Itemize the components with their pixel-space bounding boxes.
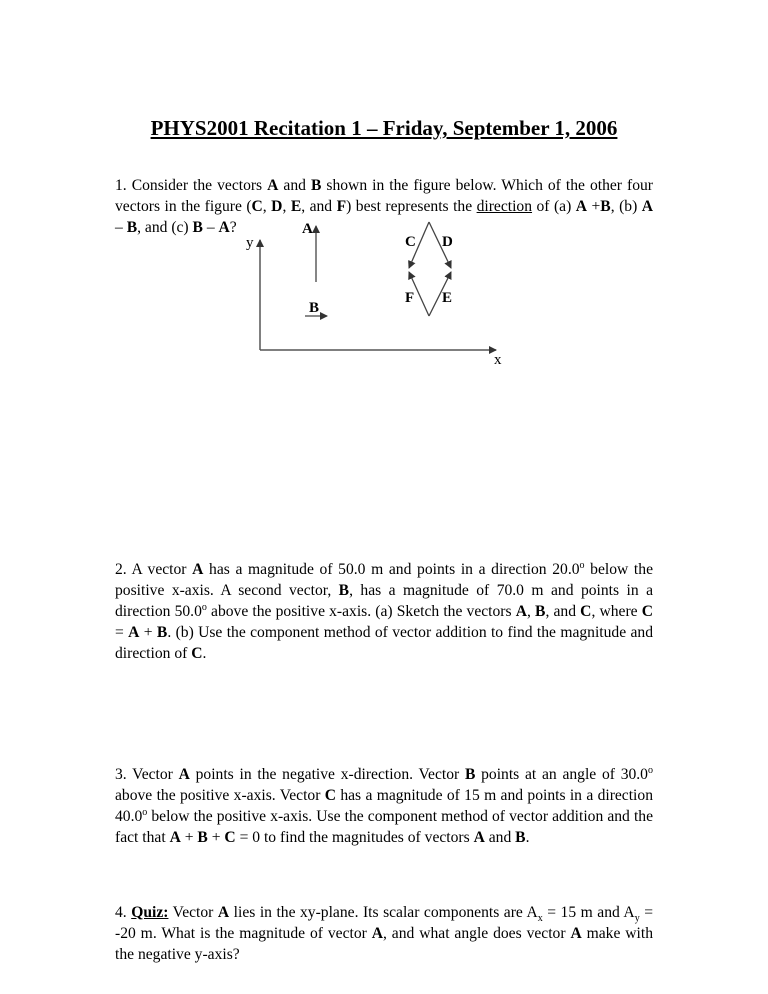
text-segment: points at an angle of 30.0 <box>475 766 648 783</box>
text-segment: o <box>201 601 207 613</box>
text-segment: direction <box>476 198 533 215</box>
text-segment: o <box>142 806 148 818</box>
text-segment: 1. Consider the vectors <box>115 177 268 194</box>
text-segment: + <box>587 198 601 215</box>
text-segment: , and <box>301 198 337 215</box>
text-segment: A <box>192 561 204 578</box>
text-segment: = 0 to find the magnitudes of vectors <box>235 829 474 846</box>
text-segment: . <box>525 829 530 846</box>
text-segment: and <box>484 829 516 846</box>
text-segment: 3. Vector <box>115 766 179 783</box>
text-segment: B <box>192 219 203 236</box>
text-segment: A <box>473 829 485 846</box>
text-segment: A <box>641 198 653 215</box>
text-segment: above the positive x-axis. (a) Sketch the vectors <box>206 603 516 620</box>
text-segment: A <box>128 624 140 641</box>
text-segment: has a magnitude of 50.0 m and points in a direction 20.0 <box>203 561 580 578</box>
text-segment: + <box>180 829 198 846</box>
text-segment: , where <box>591 603 642 620</box>
question-1 <box>115 175 653 238</box>
text-segment: B <box>535 603 546 620</box>
text-segment: below the positive x-axis. Use the component method of vector addition and the fact that <box>115 808 653 846</box>
text-segment: F <box>336 198 347 215</box>
text-segment: 2. A vector <box>115 561 193 578</box>
text-segment: o <box>579 559 585 571</box>
text-segment: C <box>641 603 653 620</box>
text-segment: + <box>207 829 225 846</box>
text-segment: C <box>251 198 263 215</box>
text-segment: . (b) Use the component method of vector addition to find the magnitude and direction of <box>115 624 654 662</box>
text-segment: lies in the xy-plane. Its scalar components are A <box>229 904 538 921</box>
text-segment: A <box>218 219 230 236</box>
label-c: C <box>405 234 416 250</box>
text-segment: above the positive x-axis. Vector <box>115 787 325 804</box>
text-segment: , and what angle does vector <box>383 925 571 942</box>
text-segment: ? <box>229 219 237 236</box>
text-segment: make with the negative y-axis? <box>115 925 653 963</box>
text-segment: = <box>115 624 129 641</box>
text-segment: = -20 m. What is the magnitude of vector <box>115 904 654 942</box>
text-segment: o <box>647 764 653 776</box>
text-segment: A <box>575 198 588 215</box>
text-segment: D <box>271 198 283 215</box>
text-segment: B <box>338 582 350 599</box>
text-segment: , <box>282 198 291 215</box>
text-segment: of (a) <box>532 198 576 215</box>
text-segment: A <box>178 766 190 783</box>
text-segment: C <box>580 603 592 620</box>
text-segment: B <box>464 766 476 783</box>
text-segment: – <box>115 219 127 236</box>
text-segment: C <box>191 645 203 662</box>
text-segment: A <box>217 904 230 921</box>
text-segment: below the positive x-axis. A second vector, <box>115 561 653 599</box>
text-segment: , has a magnitude of 70.0 m and points in a direction 50.0 <box>115 582 653 620</box>
text-segment: 4. <box>115 904 132 921</box>
text-segment: B <box>600 198 611 215</box>
text-segment: B <box>310 177 322 194</box>
text-segment: x <box>537 913 543 925</box>
text-segment: , <box>262 198 272 215</box>
x-axis-label: x <box>494 352 502 368</box>
text-segment: ) best represents the <box>346 198 477 215</box>
text-segment: shown in the figure below. Which of the other four vectors in the figure ( <box>115 177 653 215</box>
question-4 <box>115 902 653 965</box>
text-segment: C <box>224 829 236 846</box>
text-segment: and <box>278 177 311 194</box>
text-segment: A <box>267 177 279 194</box>
text-segment: B <box>197 829 208 846</box>
y-axis-label: y <box>246 235 254 251</box>
label-a: A <box>302 221 313 237</box>
text-segment: , and (c) <box>137 219 193 236</box>
text-segment: A <box>371 925 383 942</box>
text-segment: points in the negative x-direction. Vector <box>189 766 465 783</box>
text-segment: has a magnitude of 15 m and points in a direction 40.0 <box>115 787 653 825</box>
text-segment: A <box>515 603 527 620</box>
text-segment: B <box>126 219 138 236</box>
text-segment: E <box>290 198 302 215</box>
text-segment: + <box>139 624 157 641</box>
text-segment: y <box>634 913 640 925</box>
text-segment: Vector <box>168 904 218 921</box>
text-segment: , and <box>545 603 581 620</box>
label-f: F <box>405 290 415 306</box>
text-segment: . <box>202 645 207 662</box>
text-segment: , <box>526 603 536 620</box>
text-segment: C <box>324 787 336 804</box>
text-segment: A <box>169 829 181 846</box>
label-b: B <box>309 300 320 316</box>
text-segment: B <box>156 624 168 641</box>
text-segment: – <box>202 219 219 236</box>
text-segment: A <box>570 925 582 942</box>
text-segment: B <box>515 829 526 846</box>
page-title: PHYS2001 Recitation 1 – Friday, September 1, 2006 <box>150 116 618 140</box>
label-d: D <box>442 234 453 250</box>
question-3 <box>115 764 653 848</box>
label-e: E <box>442 290 453 306</box>
text-segment: = 15 m and A <box>542 904 635 921</box>
vector-figure <box>240 221 510 368</box>
text-segment: , (b) <box>610 198 642 215</box>
text-segment: Quiz: <box>131 904 169 921</box>
question-2 <box>115 559 653 664</box>
